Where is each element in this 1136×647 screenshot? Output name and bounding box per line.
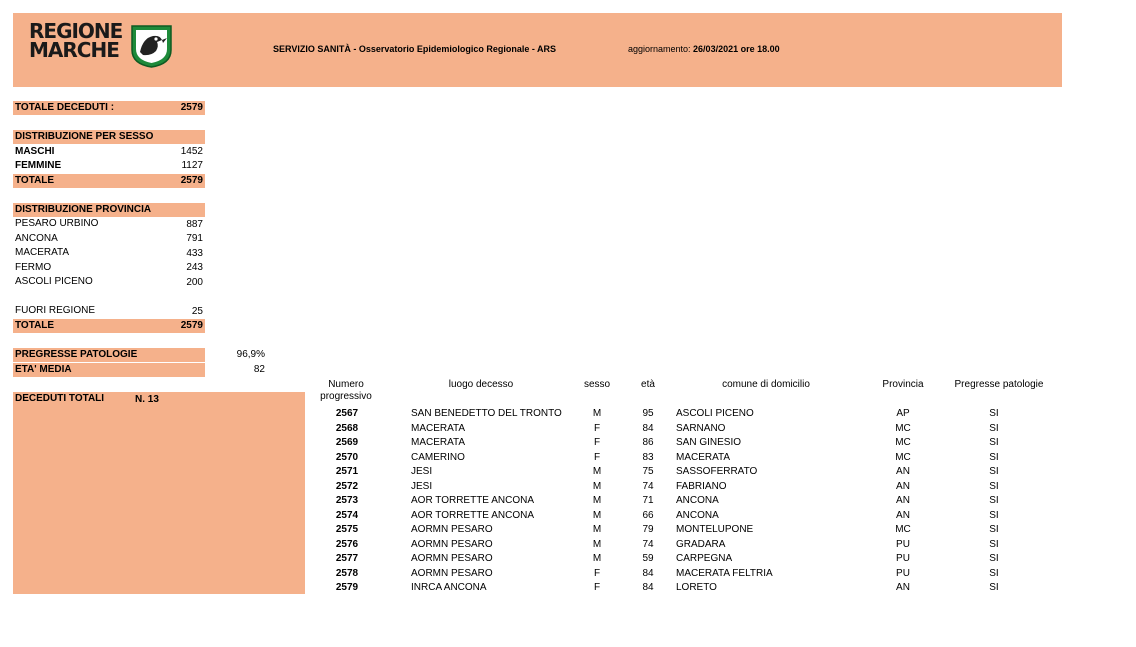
cell-residence: MONTELUPONE [676, 524, 754, 535]
cell-province: AN [896, 510, 910, 521]
cell-number: 2567 [335, 408, 359, 419]
pathologies-value: 96,9% [236, 349, 265, 360]
cell-sex: F [593, 423, 601, 434]
male-label: MASCHI [15, 146, 55, 157]
cell-residence: FABRIANO [676, 481, 727, 492]
cell-number: 2571 [335, 466, 359, 477]
average-age-label: ETA' MEDIA [15, 364, 72, 375]
cell-province: AN [896, 582, 910, 593]
cell-pathologies: SI [989, 408, 999, 419]
cell-pathologies: SI [989, 539, 999, 550]
province-label: FERMO [15, 262, 52, 273]
cell-pathologies: SI [989, 582, 999, 593]
cell-sex: M [592, 510, 602, 521]
region-logo-text [29, 19, 123, 62]
update-value: 26/03/2021 ore 18.00 [693, 44, 780, 54]
cell-number: 2579 [335, 582, 359, 593]
cell-place: AORMN PESARO [411, 524, 493, 535]
province-total-label: TOTALE [15, 320, 55, 331]
outside-region-value: 25 [191, 306, 203, 317]
cell-place: AORMN PESARO [411, 568, 493, 579]
cell-province: PU [896, 539, 910, 550]
cell-place: AORMN PESARO [411, 539, 493, 550]
cell-pathologies: SI [989, 423, 999, 434]
deaths-total-count: N. 13 [135, 394, 159, 405]
col-header-age: età [641, 379, 655, 390]
service-title: SERVIZIO SANITÀ - Osservatorio Epidemiologico Regionale - ARS [273, 44, 557, 54]
cell-number: 2575 [335, 524, 359, 535]
cell-sex: F [593, 568, 601, 579]
cell-pathologies: SI [989, 495, 999, 506]
cell-pathologies: SI [989, 553, 999, 564]
total-deaths-value: 2579 [180, 102, 203, 113]
cell-residence: ASCOLI PICENO [676, 408, 754, 419]
province-total-value: 2579 [180, 320, 203, 331]
cell-province: PU [896, 568, 910, 579]
col-header-pathologies: Pregresse patologie [954, 379, 1044, 390]
deaths-total-box [13, 392, 305, 594]
logo-line-2: MARCHE [29, 38, 119, 62]
province-label: MACERATA [15, 247, 70, 258]
cell-number: 2569 [335, 437, 359, 448]
region-emblem-icon [129, 24, 174, 68]
cell-residence: SAN GINESIO [676, 437, 742, 448]
province-value: 791 [186, 233, 203, 244]
female-label: FEMMINE [15, 160, 62, 171]
cell-sex: F [593, 582, 601, 593]
cell-place: SAN BENEDETTO DEL TRONTO [411, 408, 562, 419]
cell-residence: MACERATA FELTRIA [676, 568, 773, 579]
province-label: ASCOLI PICENO [15, 276, 93, 287]
cell-residence: LORETO [676, 582, 717, 593]
cell-number: 2577 [335, 553, 359, 564]
cell-pathologies: SI [989, 437, 999, 448]
cell-age: 71 [642, 495, 654, 506]
cell-province: MC [895, 452, 911, 463]
cell-age: 74 [642, 539, 654, 550]
cell-place: JESI [411, 481, 433, 492]
average-age-value: 82 [253, 364, 265, 375]
cell-residence: SASSOFERRATO [676, 466, 758, 477]
cell-number: 2568 [335, 423, 359, 434]
cell-residence: MACERATA [676, 452, 731, 463]
province-value: 243 [186, 262, 203, 273]
cell-sex: M [592, 481, 602, 492]
cell-age: 75 [642, 466, 654, 477]
province-distribution-title: DISTRIBUZIONE PROVINCIA [15, 204, 152, 215]
header-band [13, 13, 1062, 87]
col-header-place: luogo decesso [448, 379, 514, 390]
cell-residence: SARNANO [676, 423, 726, 434]
cell-age: 84 [642, 568, 654, 579]
sex-total-label: TOTALE [15, 175, 55, 186]
cell-place: AOR TORRETTE ANCONA [411, 510, 534, 521]
cell-sex: M [592, 466, 602, 477]
cell-province: AN [896, 481, 910, 492]
cell-residence: CARPEGNA [676, 553, 733, 564]
col-header-province: Provincia [882, 379, 924, 390]
cell-number: 2573 [335, 495, 359, 506]
female-value: 1127 [181, 160, 203, 171]
deaths-total-label: DECEDUTI TOTALI [15, 393, 105, 404]
cell-age: 79 [642, 524, 654, 535]
cell-sex: M [592, 495, 602, 506]
cell-number: 2574 [335, 510, 359, 521]
cell-age: 74 [642, 481, 654, 492]
cell-residence: ANCONA [676, 510, 719, 521]
male-value: 1452 [180, 146, 203, 157]
cell-age: 84 [642, 582, 654, 593]
cell-province: MC [895, 423, 911, 434]
cell-number: 2572 [335, 481, 359, 492]
cell-pathologies: SI [989, 510, 999, 521]
province-label: PESARO URBINO [15, 218, 99, 229]
col-header-number: Numero progressivo [320, 379, 372, 402]
cell-pathologies: SI [989, 524, 999, 535]
col-header-residence: comune di domicilio [722, 379, 810, 390]
cell-province: PU [896, 553, 910, 564]
cell-sex: F [593, 437, 601, 448]
province-value: 200 [186, 277, 203, 288]
total-deaths-label: TOTALE DECEDUTI : [15, 102, 115, 113]
cell-place: AORMN PESARO [411, 553, 493, 564]
cell-place: AOR TORRETTE ANCONA [411, 495, 534, 506]
logo-line-1: REGIONE [29, 19, 123, 43]
cell-place: MACERATA [411, 423, 466, 434]
cell-place: INRCA ANCONA [411, 582, 487, 593]
cell-sex: F [593, 452, 601, 463]
update-label: aggiornamento: [628, 44, 694, 54]
cell-province: MC [895, 524, 911, 535]
cell-province: AN [896, 495, 910, 506]
sex-total-value: 2579 [180, 175, 203, 186]
cell-sex: M [592, 539, 602, 550]
cell-age: 84 [642, 423, 654, 434]
cell-age: 66 [642, 510, 654, 521]
pathologies-label: PREGRESSE PATOLOGIE [15, 349, 138, 360]
cell-pathologies: SI [989, 466, 999, 477]
cell-number: 2570 [335, 452, 359, 463]
cell-province: MC [895, 437, 911, 448]
cell-sex: M [592, 553, 602, 564]
outside-region-label: FUORI REGIONE [15, 305, 96, 316]
cell-place: JESI [411, 466, 433, 477]
update-info [628, 44, 780, 54]
province-value: 433 [186, 248, 203, 259]
cell-age: 59 [642, 553, 654, 564]
cell-place: CAMERINO [411, 452, 465, 463]
cell-age: 83 [642, 452, 654, 463]
cell-pathologies: SI [989, 481, 999, 492]
province-label: ANCONA [15, 233, 58, 244]
cell-age: 86 [642, 437, 654, 448]
col-header-sex: sesso [583, 379, 611, 390]
cell-province: AN [896, 466, 910, 477]
cell-place: MACERATA [411, 437, 466, 448]
cell-age: 95 [642, 408, 654, 419]
province-value: 887 [186, 219, 203, 230]
cell-province: AP [896, 408, 910, 419]
cell-sex: M [592, 524, 602, 535]
cell-number: 2578 [335, 568, 359, 579]
cell-pathologies: SI [989, 452, 999, 463]
cell-residence: ANCONA [676, 495, 719, 506]
cell-residence: GRADARA [676, 539, 726, 550]
cell-number: 2576 [335, 539, 359, 550]
sex-distribution-title: DISTRIBUZIONE PER SESSO [15, 131, 154, 142]
cell-sex: M [592, 408, 602, 419]
cell-pathologies: SI [989, 568, 999, 579]
